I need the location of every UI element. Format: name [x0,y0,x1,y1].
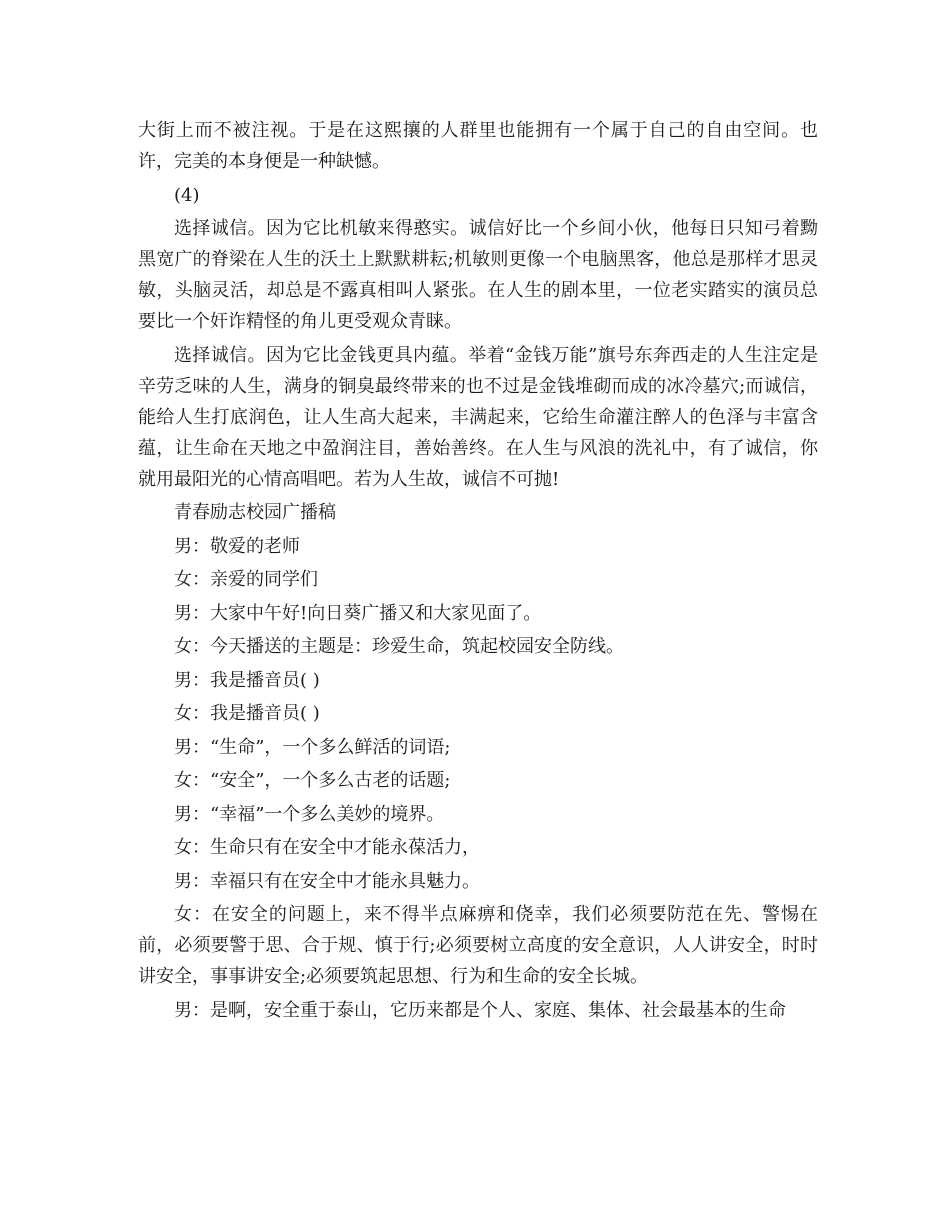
paragraph-continued: 大街上而不被注视。于是在这熙攘的人群里也能拥有一个属于自己的自由空间。也许，完美的本身便是一种缺憾。 [138,120,818,172]
paragraph: 选择诚信。因为它比金钱更具内蕴。举着“金钱万能”旗号东奔西走的人生注定是辛劳乏味的人生，满身的铜臭最终带来的也不过是金钱堆砌而成的冰冷墓穴;而诚信，能给人生打底润色，让人生高大起来，丰满起来，它给生命灌注醉人的色泽与丰富含蕴，让生命在天地之中盈润注目，善始善终。在人生与风浪的洗礼中，有了诚信，你就用最阳光的心情高唱吧。若为人生故，诚信不可抛! [138,344,818,490]
dialogue-line: 男：“生命”，一个多么鲜活的词语; [174,736,451,758]
dialogue-line: 女：今天播送的主题是：珍爱生命，筑起校园安全防线。 [174,636,624,657]
dialogue-line: 男：幸福只有在安全中才能永具魅力。 [174,870,480,892]
dialogue-line: 女：生命只有在安全中才能永葆活力， [174,837,480,858]
dialogue-line: 女：亲爱的同学们 [174,569,318,590]
dialogue-line: 男：我是播音员( ) [174,669,320,691]
document-body [138,115,818,1028]
dialogue-line: 男：是啊，安全重于泰山，它历来都是个人、家庭、集体、社会最基本的生命 [174,999,786,1021]
dialogue-line: 男：大家中午好!向日葵广播又和大家见面了。 [174,602,542,624]
section-title: 青春励志校园广播稿 [174,502,336,523]
dialogue-line: 男：敬爱的老师 [174,535,300,557]
dialogue-line: 女：在安全的问题上，来不得半点麻痹和侥幸，我们必须要防范在先、警惕在前，必须要警于思、合于规、慎于行;必须要树立高度的安全意识，人人讲安全，时时讲安全，事事讲安全;必须要筑起思想、行为和生命的安全长城。 [138,904,818,987]
dialogue-line: 男：“幸福”一个多么美妙的境界。 [174,803,445,825]
paragraph: 选择诚信。因为它比机敏来得憨实。诚信好比一个乡间小伙，他每日只知弓着黝黑宽广的脊梁在人生的沃土上默默耕耘;机敏则更像一个电脑黑客，他总是那样才思灵敏，头脑灵活，却总是不露真相叫人紧张。在人生的剧本里，一位老实踏实的演员总要比一个奸诈精怪的角儿更受观众青睐。 [138,218,818,332]
dialogue-line: 女：我是播音员( ) [174,703,320,724]
section-number: (4) [174,184,200,206]
dialogue-line: 女：“安全”，一个多么古老的话题; [174,770,451,791]
